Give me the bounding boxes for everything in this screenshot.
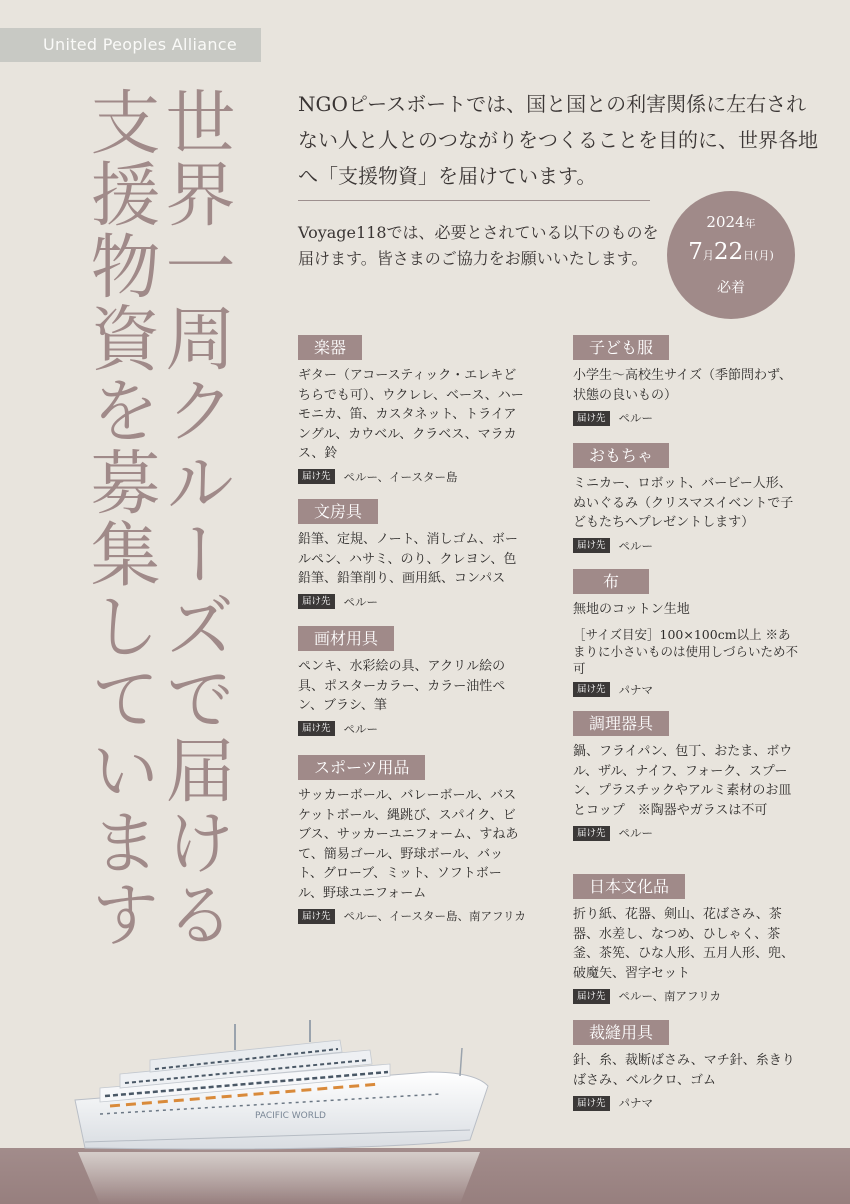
deadline-date: 7月22日(月) [688,239,774,265]
destination-row [573,825,801,841]
category-instruments [298,335,526,485]
destination-label: 届け先 [573,1096,610,1111]
category-japanese-culture [573,874,801,1004]
destination-label: 届け先 [298,909,335,924]
deadline-badge [667,191,795,319]
category-title: 布 [573,569,649,594]
destination-row [573,410,801,426]
category-items: 無地のコットン生地 [573,602,690,617]
destination-text: ペルー [618,411,654,425]
destination-row [298,908,526,924]
destination-text: ペルー、南アフリカ [618,989,721,1003]
destination-row [573,988,801,1004]
divider [298,200,650,201]
destination-text: ペルー [618,538,654,553]
ship-name: PACIFIC WORLD [255,1111,326,1121]
destination-label: 届け先 [573,411,610,426]
destination-label: 届け先 [573,826,610,841]
destination-label: 届け先 [298,469,335,484]
deadline-must-arrive: 必着 [717,280,745,296]
intro-text: NGOピースボートでは、国と国との利害関係に左右されない人と人とのつながりをつくることを目的に、世界各地へ「支援物資」を届けています。 [298,92,818,188]
category-title: 調理器具 [573,711,669,736]
category-art-supplies [298,626,526,737]
deadline-year: 2024年 [706,213,756,231]
category-title: おもちゃ [573,443,669,468]
destination-row [573,1095,801,1111]
category-kids-clothes [573,335,801,426]
category-title: 子ども服 [573,335,669,360]
destination-text: ペルー、イースター島 [343,469,458,484]
category-title: スポーツ用品 [298,755,425,780]
category-items: 針、糸、裁断ばさみ、マチ針、糸きりばさみ、ベルクロ、ゴム [573,1053,795,1088]
organization-tag: United Peoples Alliance [0,28,261,62]
category-cookware [573,711,801,841]
destination-text: パナマ [618,1096,654,1110]
category-items: ギター（アコースティック・エレキどちらでも可）、ウクレレ、ベース、ハーモニカ、笛、カスタネット、トライアングル、カウベル、クラベス、マラカス、鈴 [298,368,524,461]
sub-text: Voyage118では、必要とされている以下のものを届けます。皆さまのご協力をお願いいたします。 [298,223,659,268]
category-items: 小学生～高校生サイズ（季節問わず、状態の良いもの） [573,368,792,403]
category-stationery [298,499,526,610]
destination-row [298,721,526,737]
destination-text: パナマ [618,682,654,697]
category-title: 楽器 [298,335,362,360]
category-toys [573,443,801,554]
category-title: 文房具 [298,499,378,524]
destination-text: ペルー [343,594,379,609]
category-items: 鉛筆、定規、ノート、消しゴム、ボールペン、ハサミ、のり、クレヨン、色鉛筆、鉛筆削り、画用紙、コンパス [298,532,518,586]
category-note: ［サイズ目安］100×100cm以上 ※あまりに小さいものは使用しづらいため不可 [573,626,799,676]
category-items: ペンキ、水彩絵の具、アクリル絵の具、ポスターカラー、カラー油性ペン、ブラシ、筆 [298,659,506,713]
destination-label: 届け先 [573,682,610,697]
category-items: ミニカー、ロボット、バービー人形、ぬいぐるみ（クリスマスイベントで子どもたちへプレゼントします） [573,476,794,530]
destination-label: 届け先 [298,721,335,736]
destination-label: 届け先 [298,594,335,609]
category-cloth [573,569,801,698]
vertical-title-line1: 世界一周クルーズで届ける [154,86,236,950]
destination-label: 届け先 [573,989,610,1004]
cruise-ship-icon [60,1010,500,1204]
vertical-title-line2: 支援物資を募集しています [79,86,161,950]
destination-text: ペルー、イースター島、南アフリカ [343,909,526,923]
destination-text: ペルー [343,721,379,736]
destination-label: 届け先 [573,538,610,553]
category-title: 画材用具 [298,626,394,651]
category-items: サッカーボール、バレーボール、バスケットボール、縄跳び、スパイク、ビブス、サッカーユニフォーム、すねあて、簡易ゴール、野球ボール、バット、グローブ、ミット、ソフトボール、野球ユニフォーム [298,788,519,901]
destination-row [573,538,801,554]
category-items: 鍋、フライパン、包丁、おたま、ボウル、ザル、ナイフ、フォーク、スプーン、プラスチックやアルミ素材のお皿とコップ ※陶器やガラスは不可 [573,744,793,818]
category-items: 折り紙、花器、剣山、花ばさみ、茶器、水差し、なつめ、ひしゃく、茶釜、茶筅、ひな人形、五月人形、兜、破魔矢、習字セット [573,907,795,981]
category-title: 裁縫用具 [573,1020,669,1045]
destination-text: ペルー [618,826,654,840]
category-sports [298,755,526,924]
destination-row [573,682,801,698]
destination-row [298,594,526,610]
category-sewing [573,1020,801,1111]
category-title: 日本文化品 [573,874,685,899]
destination-row [298,469,526,485]
